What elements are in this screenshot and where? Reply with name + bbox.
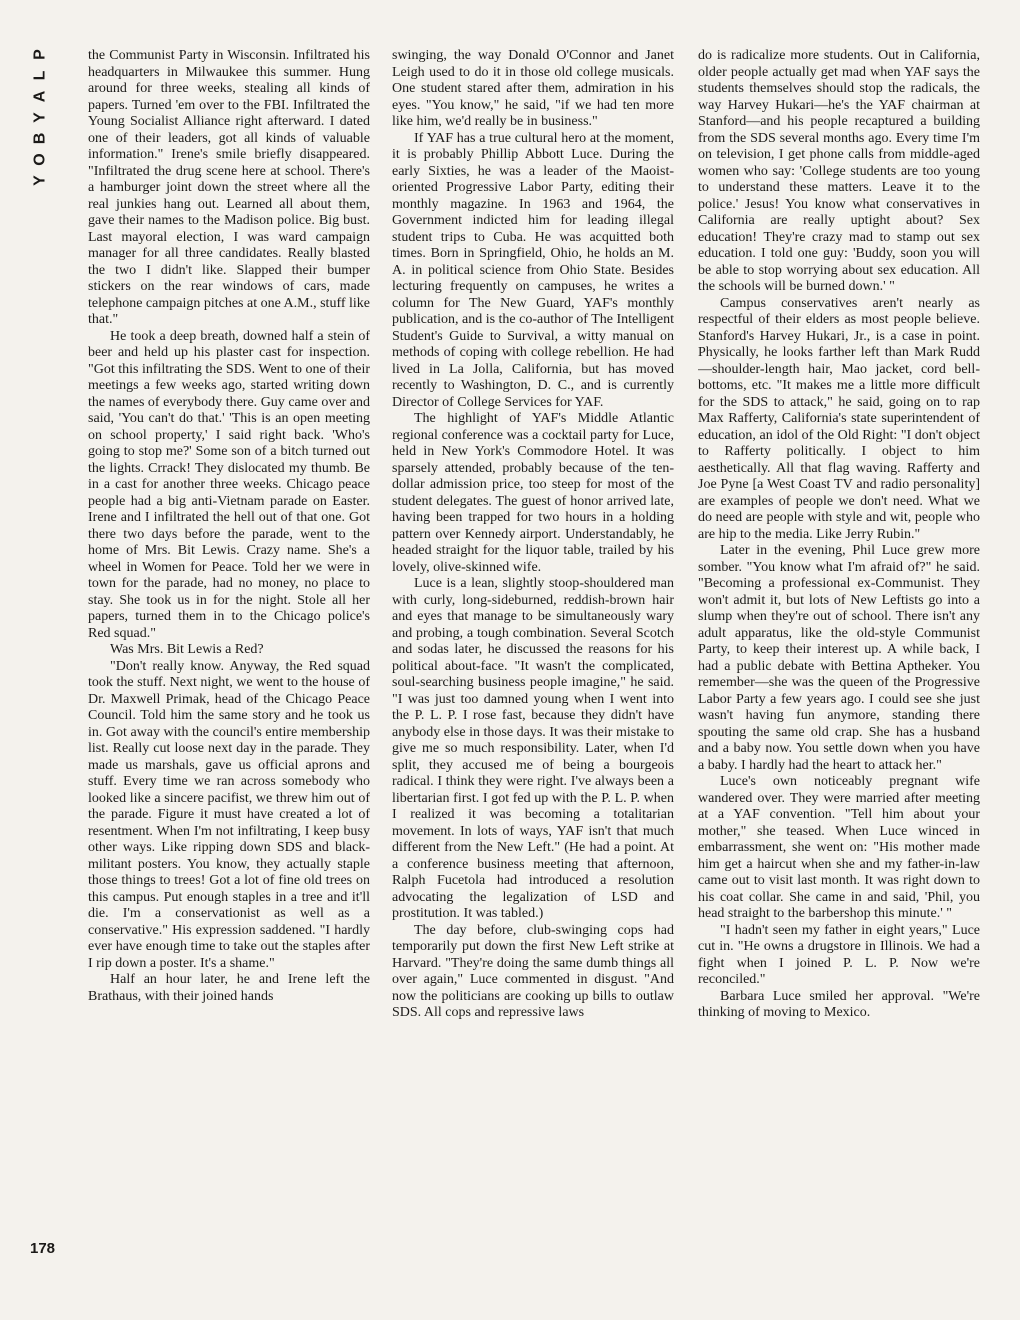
masthead-letter: L	[31, 70, 49, 81]
masthead-letter: A	[31, 90, 49, 103]
text-column-2	[392, 48, 674, 1266]
paragraph: Campus conservatives aren't nearly as respectful of their elders as most people believe. Stanford's Harvey Hukari, Jr., is a case in point. Physically, he looks farther left than Mark Rudd—shoulder-length hair, Mao jacket, cord bell-bottoms, etc. "It makes me a little more difficult for the SDS to attack," he said, going on to rap Max Rafferty, California's state superintendent of education, an idol of the Old Right: "I don't object to Rafferty politically. I object to him aesthetically. All that flag waving. Rafferty and Joe Pyne [a West Coast TV and radio personality] are examples of people we don't need. What we do need are people with style and wit, people who are hip to the media. Like Jerry Rubin."	[698, 295, 980, 542]
masthead-letter: O	[31, 153, 49, 166]
paragraph: The highlight of YAF's Middle Atlantic regional conference was a cocktail party for Luce, held in New York's Commodore Hotel. It was sparsely attended, probably because of the ten-dollar admission price, too steep for most of the student delegates. The guest of honor arrived late, having been trapped for two hours in a holding pattern over Kennedy airport. Understandably, he headed straight for the liquor table, trailed by his lovely, olive-skinned wife.	[392, 411, 674, 575]
paragraph: swinging, the way Donald O'Connor and Janet Leigh used to do it in those old college musicals. One student stared after them, admiration in his eyes. "You know," he said, "if we had ten more like him, we'd really be in business."	[392, 48, 674, 129]
paragraph: Was Mrs. Bit Lewis a Red?	[110, 642, 264, 657]
paragraph: Luce is a lean, slightly stoop-shouldered man with curly, long-sideburned, reddish-brown hair and eyes that manage to be simultaneously wary and probing, a tough combination. Several Scotch and sodas later, he discussed the reasons for his political about-face. "It wasn't the complicated, soul-searching business people imagine," he said. "I was just too damned young when I went into the P. L. P. I rose fast, because they didn't have anybody else in those days. It was their mistake to give me so much responsibility. Later, when I'd split, they accused me of being a bourgeois radical. I think they were right. I've always been a libertarian first. I got fed up with the P. L. P. when I realized it was becoming a totalitarian movement. In lots of ways, YAF isn't that much different from the New Left." (He had a point. At a conference business meeting that afternoon, Ralph Fucetola had introduced a resolution advocating the legalization of LSD and prostitution. It was tabled.)	[392, 576, 674, 921]
paragraph: do is radicalize more students. Out in California, older people actually get mad when YAF says the students themselves should stop the radicals, the way Harvey Hukari—he's the YAF chairman at Stanford—and his people recaptured a building from the SDS several months ago. Every time I'm on television, I get phone calls from middle-aged women who say: 'College students are too young to understand these matters. Leave it to the police.' Jesus! You know what conservatives in California are really uptight about? Sex education! They're crazy mad to stamp out sex education. I told one guy: 'Buddy, soon you will be able to stop worrying about sex education. All the schools will be burned down.' "	[698, 48, 980, 294]
paragraph: "I hadn't seen my father in eight years," Luce cut in. "He owns a drugstore in Illinois. We had a fight when I joined P. L. P. Now we're reconciled."	[698, 922, 980, 987]
masthead-letter: Y	[31, 175, 49, 186]
text-column-3	[698, 48, 980, 1266]
paragraph: Half an hour later, he and Irene left the Brathaus, with their joined hands	[88, 972, 370, 1004]
page-number: 178	[30, 1240, 56, 1257]
paragraph: Barbara Luce smiled her approval. "We're thinking of moving to Mexico.	[698, 988, 980, 1020]
masthead-letter: B	[31, 132, 49, 145]
paragraph: the Communist Party in Wisconsin. Infiltrated his headquarters in Milwaukee this summer. Hung around for three weeks, stealing all kinds of papers. Turned 'em over to the FBI. Infiltrated the Young Socialist Alliance right afterward. I dated one of their leaders, got all kinds of valuable information." Irene's smile briefly disappeared. "Infiltrated the drug scene here at school. There's a hamburger joint down the street where all the real junkies hang out. Learned all about them, gave their names to the Madison police. Big bust. Last mayoral election, I was ward campaign manager for all three candidates. Really blasted the two I didn't like. Slapped their bumper stickers on the rear windows of cars, made telephone campaign pitches at one A.M., stuff like that."	[88, 48, 370, 327]
paragraph: "Don't really know. Anyway, the Red squad took the stuff. Next night, we went to the house of Dr. Maxwell Primak, head of the Chicago Peace Council. Told him the same story and he took us in. Got away with the council's entire membership list. Really cut loose next day in the parade. They made us marshals, gave us official aprons and stuff. Every time we ran across somebody who looked like a sincere pacifist, we threw him out of the parade. Figure it must have created a lot of resentment. When I'm not infiltrating, I keep busy other ways. Like ripping down SDS and black-militant posters. You know, they actually staple those things to trees! Got a lot of fine old trees on this campus. Put enough staples in a tree and it'll die. I'm a conservationist as well as a conservative." His expression saddened. "I hardly ever have enough time to take out the staples after I rip down a poster. It's a shame."	[88, 658, 370, 971]
paragraph: Later in the evening, Phil Luce grew more somber. "You know what I'm afraid of?" he said. "Becoming a professional ex-Communist. They won't admit it, but lots of New Leftists go into a slump when they're out of school. There isn't any adult apparatus, like the old-style Communist Party, to keep their interest up. A while back, I had a public debate with Bettina Aptheker. You remember—she was the queen of the Progressive Labor Party a few years ago. I could see she just wasn't having fun anymore, standing there spouting the same old crap. She has a husband and a baby now. You settle down when you have a baby. I hardly had the heart to attack her."	[698, 543, 980, 773]
paragraph: He took a deep breath, downed half a stein of beer and held up his plaster cast for inspection. "Got this infiltrating the SDS. Went to one of their meetings a few weeks ago, started writing down the names of everybody there. Guy came over and said, 'You can't do that.' 'This is an open meeting on school property,' I said right back. 'Who's going to stop me?' Some son of a bitch turned out the lights. Crrack! They dislocated my thumb. Be in a cast for another three weeks. Chicago peace people had a big anti-Vietnam parade on Easter. Irene and I infiltrated the hell out of that one. Got there two days before the parade, went to the home of Mrs. Bit Lewis. Crazy name. She's a wheel in Women for Peace. Told her we were in town for the parade, had no money, no place to stay. She took us in for the night. Stole all her papers, turned them in to the Chicago police's Red squad."	[88, 328, 370, 641]
paragraph: Luce's own noticeably pregnant wife wandered over. They were married after meeting at a YAF convention. "Tell him about your mother," she teased. When Luce winced in embarrassment, she went on: "His mother made him get a haircut when she and my father-in-law came out to visit last month. It was right down to his coat collar. She came in and said, 'Phil, you head straight to the barbershop this minute.' "	[698, 774, 980, 921]
paragraph: If YAF has a true cultural hero at the moment, it is probably Phillip Abbott Luce. During the early Sixties, he was a leader of the Maoist-oriented Progressive Labor Party, editing their monthly magazine. In 1963 and 1964, the Government indicted him for leading illegal student trips to Cuba. He was acquitted both times. Born in Springfield, Ohio, he holds an M. A. in political science from Ohio State. Besides lecturing frequently on campuses, he writes a column for The New Guard, YAF's monthly publication, and is the co-author of The Intelligent Student's Guide to Survival, a witty manual on methods of coping with college rebellion. He had lived in La Jolla, California, but has moved recently to Washington, D. C., and is currently Director of College Services for YAF.	[392, 130, 674, 410]
text-column-1	[88, 48, 370, 1266]
paragraph: The day before, club-swinging cops had temporarily put down the first New Left strike at Harvard. "They're doing the same dumb things all over again," Luce commented in disgust. "And now the politicians are cooking up bills to outlaw SDS. All cops and repressive laws	[392, 922, 674, 1020]
magazine-masthead	[30, 44, 56, 191]
masthead-letter: Y	[31, 112, 49, 123]
masthead-letter: P	[31, 49, 49, 60]
